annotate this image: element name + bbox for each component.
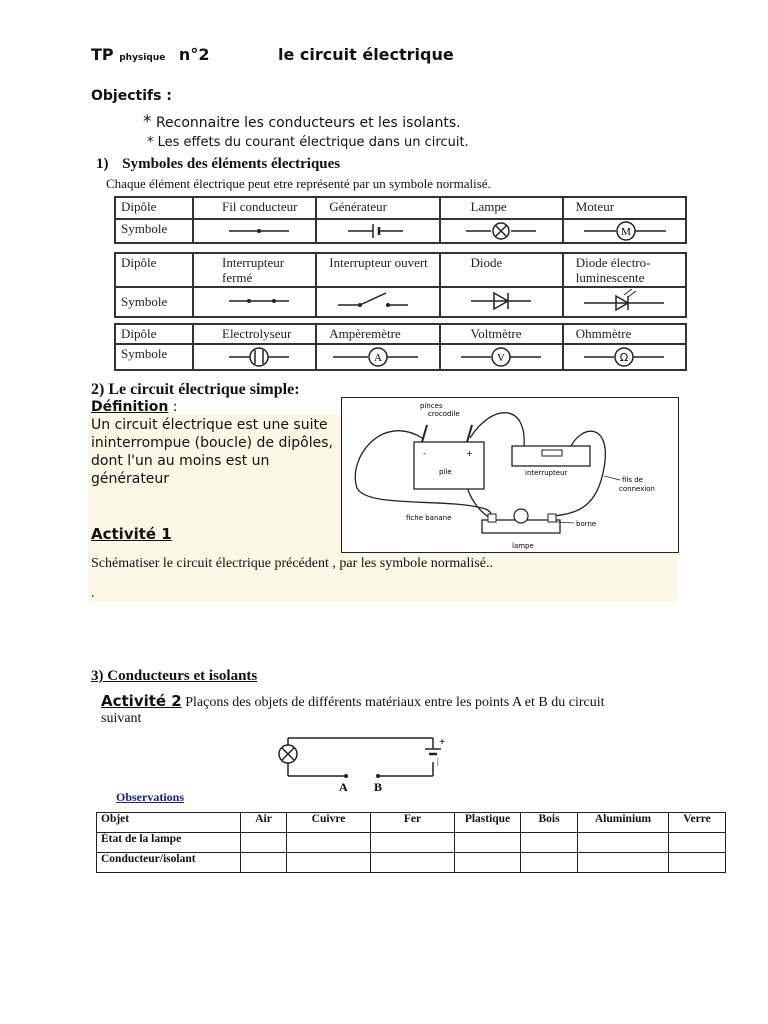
ammeter-symbol-icon bbox=[328, 346, 428, 368]
symbol-fil bbox=[193, 219, 316, 243]
header-sub: physique bbox=[119, 53, 166, 63]
symbol-interrupteur-ferme bbox=[193, 287, 316, 317]
lamp-symbol-icon bbox=[456, 221, 546, 241]
label-crocodile: crocodile bbox=[428, 410, 460, 418]
obs-header-plastique: Plastique bbox=[455, 813, 521, 833]
symbol-table-1 bbox=[114, 196, 687, 244]
symbol-interrupteur-ouvert bbox=[316, 287, 439, 317]
label-pinces: pinces bbox=[420, 402, 443, 410]
symbol-label: Symbole bbox=[115, 287, 193, 317]
symbol-table-3 bbox=[114, 323, 687, 371]
obs-cell[interactable] bbox=[521, 833, 578, 853]
objective-text: Reconnaitre les conducteurs et les isolants. bbox=[155, 115, 461, 131]
obs-cell[interactable] bbox=[578, 833, 669, 853]
symbol-label: Symbole bbox=[115, 344, 193, 370]
obs-row-conducteur: Conducteur/isolant bbox=[97, 853, 241, 873]
objective-item-1 bbox=[143, 112, 461, 132]
activity2-label: Activité 2 bbox=[101, 692, 182, 710]
obs-header-cuivre: Cuivre bbox=[287, 813, 371, 833]
symbol-voltmetre bbox=[440, 344, 563, 370]
diode-symbol-icon bbox=[456, 289, 546, 313]
label-fils-1: fils de bbox=[622, 476, 643, 484]
dipole-ohmmetre: Ohmmètre bbox=[563, 324, 686, 344]
dipole-del: Diode électro-luminescente bbox=[563, 253, 686, 287]
dipole-label: Dipôle bbox=[115, 197, 193, 219]
ohmmeter-letter: Ω bbox=[620, 351, 629, 364]
dipole-label: Dipôle bbox=[115, 324, 193, 344]
symbol-lampe bbox=[440, 219, 563, 243]
objective-item-2 bbox=[147, 135, 469, 150]
obs-cell[interactable] bbox=[521, 853, 578, 873]
motor-letter: M bbox=[621, 226, 632, 238]
activity1-text: Schématiser le circuit électrique précédent , par les symbole normalisé.. bbox=[91, 556, 493, 571]
dipole-voltmetre: Voltmètre bbox=[440, 324, 563, 344]
obs-row-lampe: État de la lampe bbox=[97, 833, 241, 853]
wire-symbol-icon bbox=[199, 221, 316, 241]
ohmmeter-symbol-icon bbox=[574, 346, 674, 368]
ammeter-letter: A bbox=[373, 352, 382, 364]
symbol-table-2 bbox=[114, 252, 687, 318]
obs-header-fer: Fer bbox=[371, 813, 455, 833]
symbol-del bbox=[563, 287, 686, 317]
battery-label: pile bbox=[439, 468, 452, 476]
motor-symbol-icon bbox=[574, 221, 674, 241]
observations-heading: Observations bbox=[116, 790, 185, 804]
dipole-interrupteur-ferme: Interrupteur fermé bbox=[193, 253, 316, 287]
symbol-diode bbox=[440, 287, 563, 317]
open-switch-icon bbox=[328, 289, 428, 313]
obs-header-aluminium: Aluminium bbox=[578, 813, 669, 833]
observations-table bbox=[96, 812, 726, 873]
label-borne: borne bbox=[576, 520, 597, 528]
definition-label: Définition bbox=[91, 399, 169, 415]
obs-cell[interactable] bbox=[578, 853, 669, 873]
symbol-moteur bbox=[563, 219, 686, 243]
section3-title: 3) Conducteurs et isolants bbox=[91, 668, 258, 684]
definition-colon: : bbox=[168, 399, 178, 415]
point-b: B bbox=[374, 780, 383, 794]
led-symbol-icon bbox=[574, 289, 674, 313]
bullet: * bbox=[143, 112, 152, 132]
activity2-text-2: suivant bbox=[101, 711, 142, 726]
definition-text: Un circuit électrique est une suite ininterrompue (boucle) de dipôles, dont l'un au moins est un générateur bbox=[91, 417, 333, 487]
switch-label: interrupteur bbox=[525, 469, 568, 477]
obs-cell[interactable] bbox=[287, 833, 371, 853]
generator-symbol-icon bbox=[333, 221, 423, 241]
section1-intro: Chaque élément électrique peut etre représenté par un symbole normalisé. bbox=[106, 176, 491, 191]
obs-cell[interactable] bbox=[287, 853, 371, 873]
obs-cell[interactable] bbox=[455, 833, 521, 853]
definition-heading bbox=[91, 399, 178, 415]
label-fils-2: connexion bbox=[619, 485, 655, 493]
dipole-interrupteur-ouvert: Interrupteur ouvert bbox=[316, 253, 439, 287]
point-a: A bbox=[339, 780, 348, 794]
simple-circuit-diagram bbox=[270, 732, 450, 794]
symbol-ohmmetre bbox=[563, 344, 686, 370]
symbol-generateur bbox=[316, 219, 439, 243]
label-lampe: lampe bbox=[512, 542, 534, 550]
section1-title: Symboles des éléments électriques bbox=[122, 156, 341, 172]
page-title: le circuit électrique bbox=[278, 45, 454, 64]
closed-switch-icon bbox=[199, 289, 316, 313]
voltmeter-symbol-icon bbox=[451, 346, 551, 368]
section2-title: 2) Le circuit électrique simple: bbox=[91, 381, 300, 398]
header-number: n°2 bbox=[178, 45, 210, 64]
obs-header-bois: Bois bbox=[521, 813, 578, 833]
activity2-line bbox=[101, 692, 691, 711]
symbol-label: Symbole bbox=[115, 219, 193, 243]
circuit-figure bbox=[341, 397, 679, 553]
dipole-electrolyseur: Electrolyseur bbox=[193, 324, 316, 344]
obs-header-verre: Verre bbox=[669, 813, 726, 833]
section1-number: 1) bbox=[96, 156, 109, 172]
obs-cell[interactable] bbox=[241, 833, 287, 853]
bullet: * bbox=[147, 135, 154, 150]
electrolyser-symbol-icon bbox=[199, 346, 316, 368]
dipole-generateur: Générateur bbox=[316, 197, 439, 219]
obs-cell[interactable] bbox=[455, 853, 521, 873]
symbol-electrolyseur bbox=[193, 344, 316, 370]
dipole-amperemetre: Ampèremètre bbox=[316, 324, 439, 344]
dipole-diode: Diode bbox=[440, 253, 563, 287]
obs-cell[interactable] bbox=[669, 853, 726, 873]
section1-heading bbox=[96, 156, 340, 173]
dipole-lampe: Lampe bbox=[440, 197, 563, 219]
obs-header-objet: Objet bbox=[97, 813, 241, 833]
battery-plus: + bbox=[466, 449, 473, 458]
voltmeter-letter: V bbox=[497, 352, 506, 364]
objective-text: Les effets du courant électrique dans un circuit. bbox=[157, 135, 469, 150]
header-tp: TP bbox=[91, 45, 114, 64]
dipole-fil: Fil conducteur bbox=[193, 197, 316, 219]
obs-cell[interactable] bbox=[371, 853, 455, 873]
objectives-label: Objectifs : bbox=[91, 88, 172, 104]
label-fiche: fiche banane bbox=[406, 514, 452, 522]
dipole-label: Dipôle bbox=[115, 253, 193, 287]
obs-cell[interactable] bbox=[371, 833, 455, 853]
activity1-dot: . bbox=[91, 586, 95, 601]
circuit-diagram-icon bbox=[342, 398, 678, 552]
obs-header-air: Air bbox=[241, 813, 287, 833]
obs-cell[interactable] bbox=[669, 833, 726, 853]
symbol-amperemetre bbox=[316, 344, 439, 370]
activity1-label: Activité 1 bbox=[91, 525, 172, 543]
dipole-moteur: Moteur bbox=[563, 197, 686, 219]
activity2-text: Plaçons des objets de différents matériaux entre les points A et B du circuit bbox=[185, 695, 605, 710]
header bbox=[91, 45, 209, 64]
svg-text:|: | bbox=[437, 756, 439, 766]
svg-text:+: + bbox=[439, 736, 446, 748]
obs-cell[interactable] bbox=[241, 853, 287, 873]
battery-minus: - bbox=[423, 449, 426, 458]
